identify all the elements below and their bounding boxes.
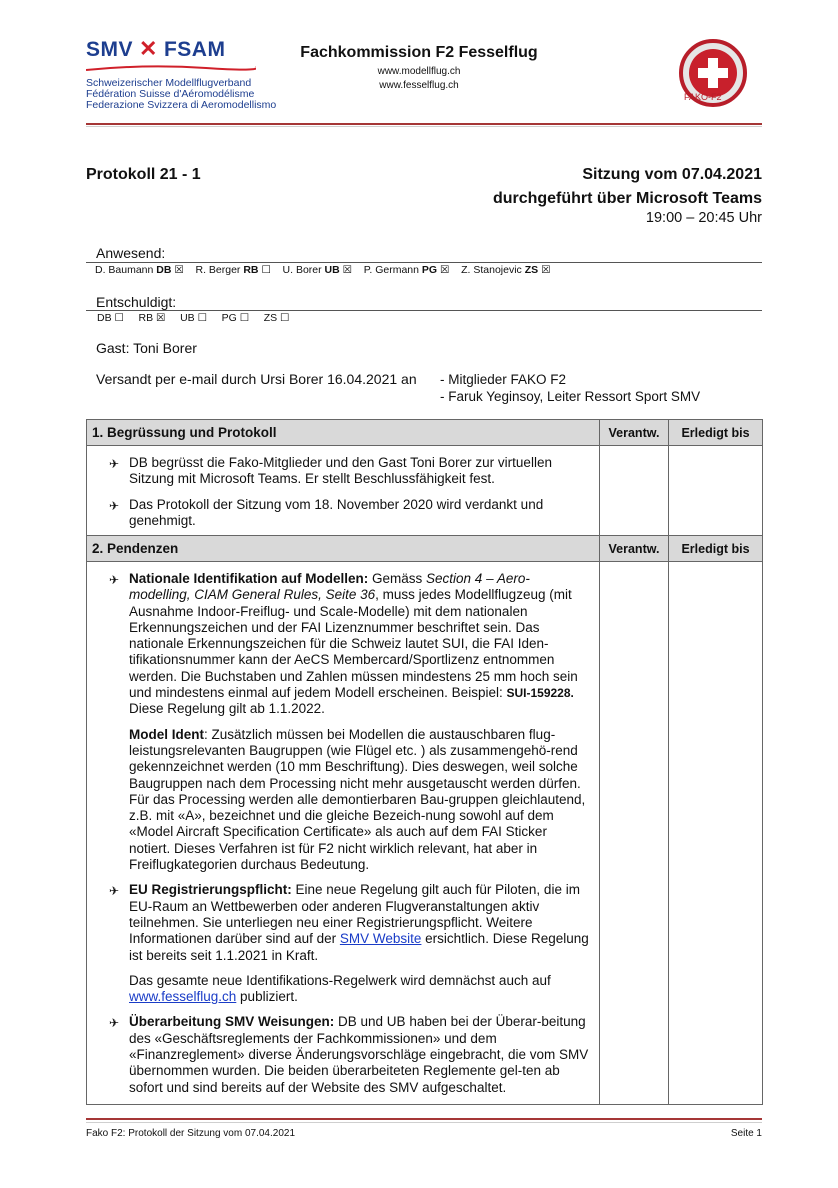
footer-rule [86, 1118, 762, 1120]
airplane-logo-icon: ✕ [139, 36, 158, 61]
section-body-row [87, 562, 763, 1105]
checkbox: ☒ [541, 264, 551, 276]
header-title: Fachkommission F2 Fesselflug [300, 44, 538, 61]
distribution-recipients [440, 371, 700, 405]
checkbox: ☐ [261, 264, 271, 276]
fako-emblem-icon [672, 38, 754, 108]
responsible-cell [600, 446, 669, 536]
header-rule-thin [86, 126, 762, 127]
excused-item: PG ☐ [221, 312, 250, 324]
col-due: Erledigt bis [669, 536, 763, 562]
excused-list [97, 312, 289, 324]
present-label: Anwesend: [96, 245, 166, 261]
list-item: ✈ Nationale Identifikation auf Modellen: Gemäss Section 4 – Aero-modelling, CIAM General Rules, Seite 36, muss jedes Modellflugzeug (mit Ausnahme Indoor-Freiflug- und Scale-Modelle) mit dem nationalen Erkennungszeichen und der FAI Lizenznummer beschriftet sein. Das nationale Erkennungszeichen für die Schweiz lautet SUI, die FAI Iden-tifikationsnummer kann der AeCS Membercard/Sportlizenz entnommen werden. Die Buchstaben und Zahlen müssen mindestens 25 mm hoch sein und mindestens einmal auf jedem Modell erscheinen. Beispiel: SUI-159228. Diese Regelung gilt ab 1.1.2022. [109, 571, 578, 717]
section-header-row [87, 420, 763, 446]
section-title: 1. Begrüssung und Protokoll [87, 420, 600, 446]
present-person: U. Borer UB ☒ [282, 264, 353, 276]
meeting-date: Sitzung vom 07.04.2021 [582, 166, 762, 183]
checkbox: ☒ [342, 264, 353, 276]
header-url-fesselflug: www.fesselflug.ch [379, 80, 459, 91]
distribution-text: Versandt per e-mail durch Ursi Borer 16.04.2021 an [96, 371, 417, 387]
list-item: ✈ EU Registrierungspflicht: Eine neue Regelung gilt auch für Piloten, die im EU-Raum an Wettbewerben oder anderen Flugveranstaltungen aktiv teilnehmen. Sie unterliegen neu einer Registrierungspflicht. Weitere Informationen darüber sind auf der SMV Website ersichtlich. Diese Regelung ist bereits seit 1.1.2021 in Kraft. [109, 882, 589, 963]
present-person: P. Germann PG ☒ [363, 264, 450, 276]
col-responsible: Verantw. [600, 420, 669, 446]
airplane-icon: ✈ [109, 498, 120, 513]
col-responsible: Verantw. [600, 536, 669, 562]
excused-rule [86, 310, 762, 311]
guest: Gast: Toni Borer [96, 340, 197, 356]
airplane-icon: ✈ [109, 573, 120, 587]
header-rule [86, 123, 762, 125]
publication-paragraph: Das gesamte neue Identifikations-Regelwerk wird demnächst auch auf www.fesselflug.ch publiziert. [129, 972, 551, 1005]
org-name-fr: Fédération Suisse d'Aéromodélisme [86, 88, 255, 100]
due-cell [669, 446, 763, 536]
meeting-time: 19:00 – 20:45 Uhr [645, 210, 762, 226]
org-name-de: Schweizerischer Modellflugverband [86, 77, 252, 89]
footer-rule-thin [86, 1122, 762, 1123]
emblem-text: FAKO-F2 [684, 92, 722, 102]
present-rule [86, 262, 762, 263]
smv-website-link[interactable]: SMV Website [339, 931, 422, 947]
present-person: Z. Stanojevic ZS ☒ [461, 264, 551, 276]
org-name-it: Federazione Svizzera di Aeromodellismo [86, 99, 277, 111]
excused-item: DB ☐ [97, 312, 124, 324]
list-item: ✈ DB begrüsst die Fako-Mitglieder und den Gast Toni Borer zur virtuellen Sitzung mit Microsoft Teams. Er stellt Beschlussfähigkeit fest. [109, 455, 552, 487]
protocol-number: Protokoll 21 - 1 [86, 166, 201, 183]
list-item: ✈ Überarbeitung SMV Weisungen: DB und UB haben bei der Überar-beitung des «Geschäftsreglements der Fachkommissionen» und dem «Finanzreglement» diverse Änderungsvorschläge eingebracht, die vom SMV übernommen wurden. Die beiden überarbeiteten Reglemente gel-ten ab sofort und sind bereits auf der Website des SMV aufgeschaltet. [109, 1014, 589, 1095]
airplane-icon: ✈ [109, 457, 120, 471]
footer-page-number: Seite 1 [730, 1128, 762, 1139]
responsible-cell [600, 562, 669, 1105]
logo-fsam-text: FSAM [163, 38, 226, 61]
meeting-platform: durchgeführt über Microsoft Teams [492, 190, 762, 207]
footer-left: Fako F2: Protokoll der Sitzung vom 07.04.2021 [86, 1128, 296, 1139]
present-person: D. Baumann DB ☒ [95, 264, 184, 276]
fesselflug-link[interactable]: www.fesselflug.ch [129, 989, 237, 1005]
present-person: R. Berger RB ☐ [195, 264, 271, 276]
checkbox: ☒ [174, 264, 184, 276]
col-due: Erledigt bis [669, 420, 763, 446]
airplane-icon: ✈ [109, 1016, 120, 1031]
agenda-table [86, 419, 762, 1105]
excused-item: RB ☒ [138, 312, 166, 324]
checkbox: ☒ [440, 264, 450, 276]
present-list [95, 264, 551, 276]
excused-item: UB ☐ [180, 312, 207, 324]
section-title: 2. Pendenzen [87, 536, 600, 562]
recipient: - Faruk Yeginsoy, Leiter Ressort Sport SMV [440, 389, 701, 404]
recipient: - Mitglieder FAKO F2 [440, 372, 567, 387]
section-header-row [87, 536, 763, 562]
due-cell [669, 562, 763, 1105]
header-url-modellflug: www.modellflug.ch [377, 66, 461, 77]
airplane-icon: ✈ [109, 884, 120, 899]
section-body-row [87, 446, 763, 536]
excused-label: Entschuldigt: [96, 294, 177, 310]
logo-smv-text: SMV [86, 38, 134, 61]
list-item: ✈ Das Protokoll der Sitzung vom 18. November 2020 wird verdankt und genehmigt. [109, 496, 544, 528]
model-ident-paragraph: Model Ident: Zusätzlich müssen bei Modellen die austauschbaren flug-leistungsrelevanten Baugruppen (wie Flügel etc. ) als zusammengehö-rend gekennzeichnet werden (10 mm Beschriftung). Dies deswegen, weil solche Baugruppen nach dem Processing nicht mehr ausgetauscht werden dürfen. Für das Processing werden alle demontierbaren Bau-gruppen gleichlautend, z.B. mit «A», bezeichnet und die gleiche Bezeich-nung sowohl auf dem «Model Aircraft Specification Certificate» als auch auf dem FAI Sticker notiert. Dieses Verfahren ist für F2 nicht wirklich relevant, hat aber in Freiflugkategorien durchaus Bedeutung. [129, 726, 586, 873]
excused-item: ZS ☐ [263, 312, 290, 324]
